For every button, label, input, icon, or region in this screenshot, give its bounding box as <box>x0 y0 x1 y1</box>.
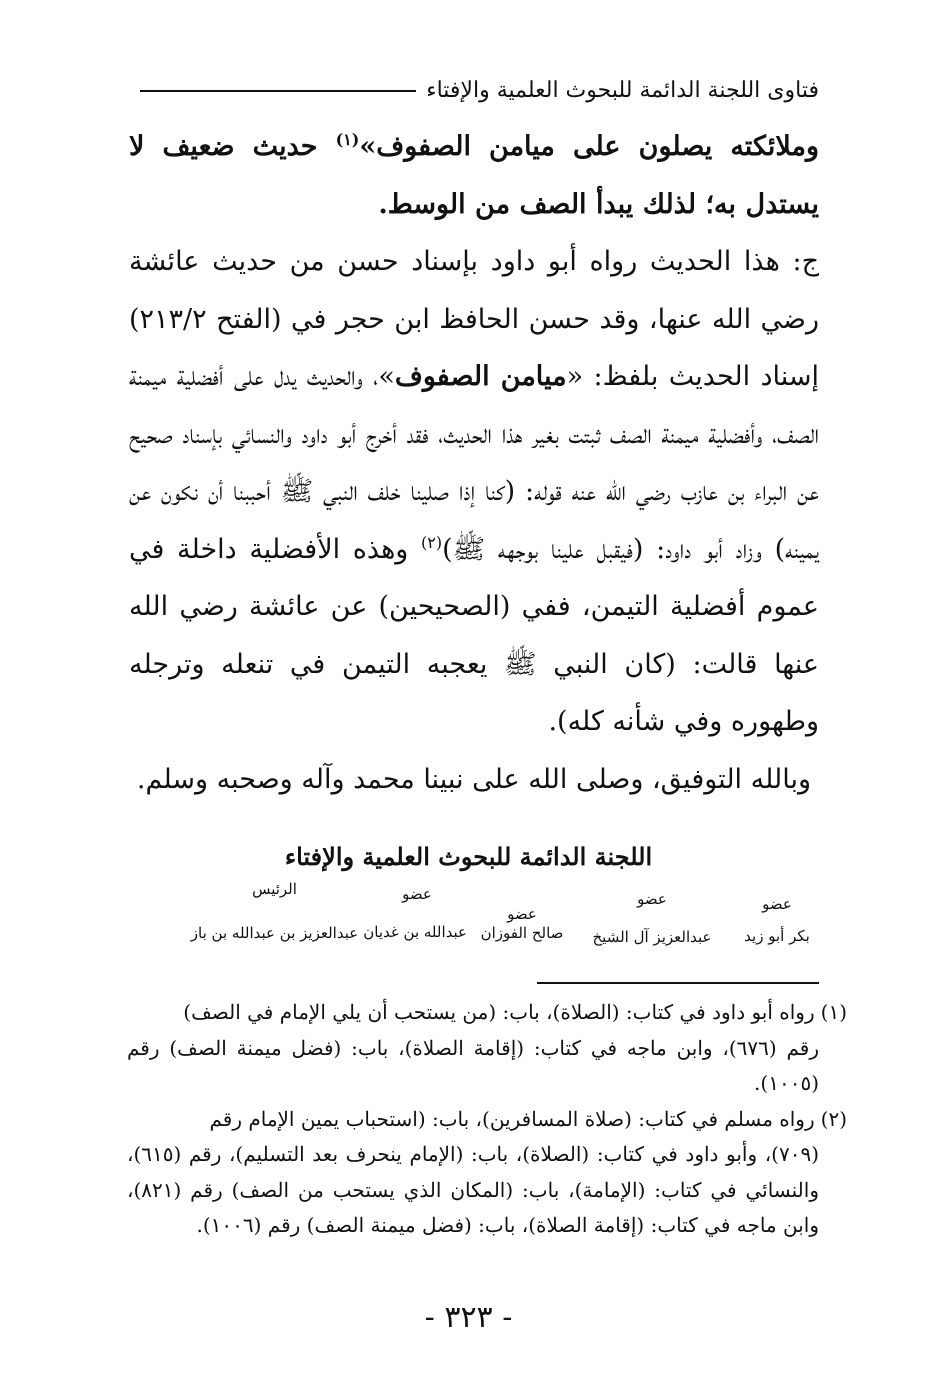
footnote-number: (١) <box>820 1000 847 1024</box>
signatory <box>577 890 727 946</box>
signatory <box>187 880 362 942</box>
answer-bold-phrase: ميامن الصفوف <box>394 361 567 392</box>
question-line-1-pre: وملائكته يصلون على ميامن الصفوف» <box>359 131 819 162</box>
footnote-text-continued: (٧٠٩)، وأبو داود في كتاب: (الصلاة)، باب: (الإمام ينحرف بعد التسليم)، رقم (٦١٥)، والنسائي في كتاب: (الإمامة)، باب: (المكان الذي يستحب من الصف) رقم (٨٢١)، وابن ماجه في كتاب: (إقامة الصلاة)، باب: (فضل ميمنة الصف) رقم (١٠٠٦). <box>127 1142 819 1237</box>
signatory <box>472 905 572 942</box>
signatory-name: عبدالله بن غديان <box>363 923 467 941</box>
footnote-separator <box>537 982 819 984</box>
signatory-name: عبدالعزيز آل الشيخ <box>592 928 712 946</box>
signatory-role: الرئيس <box>252 880 297 898</box>
footnote-text: رواه أبو داود في كتاب: (الصلاة)، باب: (من يستحب أن يلي الإمام في الصف) <box>183 1000 815 1024</box>
footnote-ref-1[interactable]: (١) <box>335 130 360 149</box>
signatories <box>127 880 817 955</box>
question-text <box>129 118 819 233</box>
signatory-name: عبدالعزيز بن عبدالله بن باز <box>190 924 359 942</box>
question-line-1-post: حديث ضعيف لا <box>129 131 336 162</box>
committee-title: اللجنة الدائمة للبحوث العلمية والإفتاء <box>284 842 653 871</box>
footnote-2 <box>127 1102 847 1244</box>
footnote-number: (٢) <box>820 1106 847 1131</box>
answer-part-2: »، والحديث يدل على أفضلية ميمنة الصف، وأفضلية ميمنة الصف ثبتت بغير هذا الحديث، فقد أخرج أبو داود والنسائي بإسناد صحيح عن البراء بن عازب رضي الله عنه قوله: (كنا إذا صلينا خلف النبي ﷺ أحببنا أن نكون عن يمينه) وزاد أبو داود: (فيقبل علينا بوجهه ﷺ) <box>129 361 819 565</box>
signatory <box>363 885 467 941</box>
footnotes <box>127 995 847 1244</box>
running-header <box>140 70 819 110</box>
header-rule <box>140 90 416 92</box>
signatory-role: عضو <box>402 885 432 903</box>
signatory-name: بكر أبو زيد <box>744 927 810 945</box>
signatory-role: عضو <box>507 905 537 923</box>
answer-part-1: ج: هذا الحديث رواه أبو داود بإسناد حسن من حديث عائشة رضي الله عنها، وقد حسن الحافظ ابن حجر في (الفتح ٢١٣/٢) إسناد الحديث بلفظ: « <box>129 246 819 392</box>
closing-formula: وبالله التوفيق، وصلى الله على نبينا محمد وآله وصحبه وسلم. <box>136 763 812 795</box>
signatory-name: صالح الفوزان <box>480 924 564 942</box>
signatory <box>737 895 817 945</box>
footnote-ref-2[interactable]: (٢) <box>420 532 443 552</box>
footnote-text-continued: رقم (٦٧٦)، وابن ماجه في كتاب: (إقامة الصلاة)، باب: (فضل ميمنة الصف) رقم (١٠٠٥). <box>127 1035 819 1095</box>
footnote-1 <box>127 995 847 1102</box>
signatory-role: عضو <box>762 895 792 913</box>
answer-text <box>129 233 819 751</box>
page-number: - ٣٢٣ - <box>424 1300 513 1335</box>
answer-part-3: وهذه الأفضلية داخلة في عموم أفضلية التيمن، ففي (الصحيحين) عن عائشة رضي الله عنها قالت: (كان النبي ﷺ يعجبه التيمن في تنعله وترجله وطهوره وفي شأنه كله). <box>129 533 819 737</box>
main-text <box>129 118 819 808</box>
footnote-text: رواه مسلم في كتاب: (صلاة المسافرين)، باب: (استحباب يمين الإمام رقم <box>209 1106 815 1131</box>
question-line-2: يستدل به؛ لذلك يبدأ الصف من الوسط. <box>378 188 819 220</box>
running-title: فتاوى اللجنة الدائمة للبحوث العلمية والإفتاء <box>426 77 819 103</box>
signatory-role: عضو <box>637 890 667 908</box>
